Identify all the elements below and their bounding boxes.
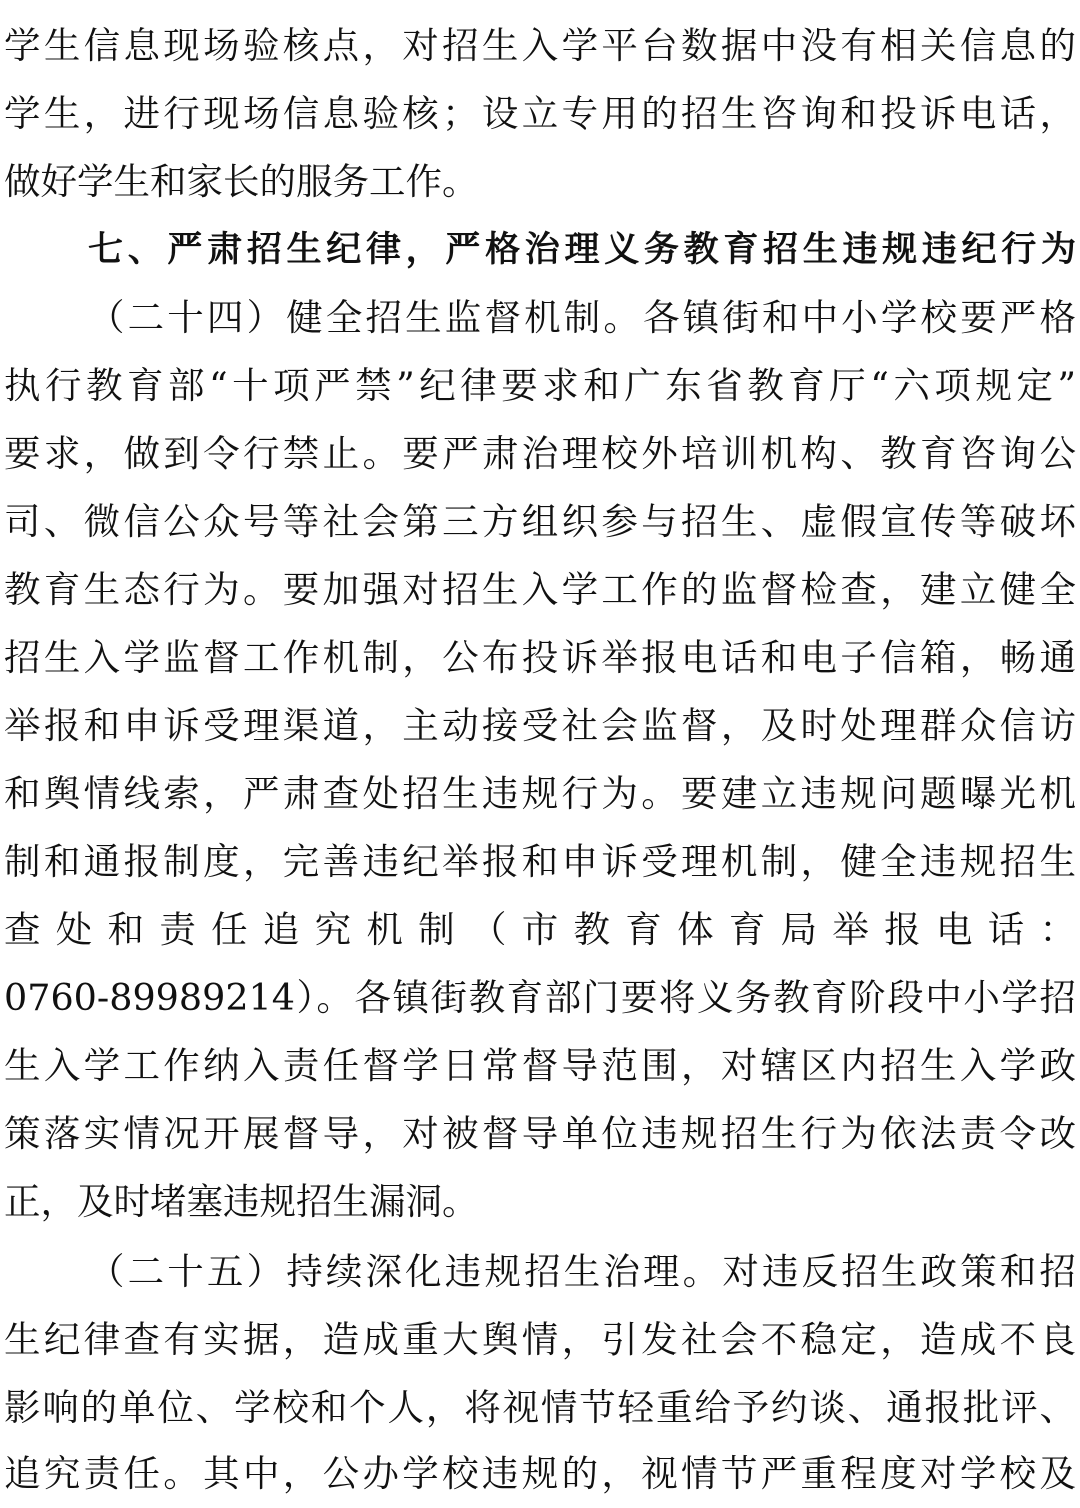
body-line: 正，及时堵塞违规招生漏洞。 [4,1180,479,1223]
body-line: 学生信息现场验核点，对招生入学平台数据中没有相关信息的 [4,24,1076,67]
body-line: 生入学工作纳入责任督学日常督导范围，对辖区内招生入学政 [4,1044,1076,1087]
body-line: 影响的单位、学校和个人，将视情节轻重给予约谈、通报批评、 [4,1386,1076,1429]
body-line: 执行教育部“十项严禁”纪律要求和广东省教育厅“六项规定” [4,364,1076,407]
body-line: 做好学生和家长的服务工作。 [4,160,479,203]
body-line: 招生入学监督工作机制，公布投诉举报电话和电子信箱，畅通 [4,636,1076,679]
body-line: 学生，进行现场信息验核；设立专用的招生咨询和投诉电话， [4,92,1076,135]
body-line: 举报和申诉受理渠道，主动接受社会监督，及时处理群众信访 [4,704,1076,747]
body-line: 生纪律查有实据，造成重大舆情，引发社会不稳定，造成不良 [4,1318,1076,1361]
body-line: 司、微信公众号等社会第三方组织参与招生、虚假宣传等破坏 [4,500,1076,543]
body-line: 和舆情线索，严肃查处招生违规行为。要建立违规问题曝光机 [4,772,1076,815]
body-line: 追究责任。其中，公办学校违规的，视情节严重程度对学校及 [4,1452,1076,1495]
body-line: 0760-89989214）。各镇街教育部门要将义务教育阶段中小学招 [4,976,1076,1019]
section-heading: 七、严肃招生纪律，严格治理义务教育招生违规违纪行为 [88,230,1076,270]
paragraph-first-line: （二十四）健全招生监督机制。各镇街和中小学校要严格 [88,296,1076,339]
paragraph-first-line: （二十五）持续深化违规招生治理。对违反招生政策和招 [88,1250,1076,1293]
body-line: 要求，做到令行禁止。要严肃治理校外培训机构、教育咨询公 [4,432,1076,475]
body-line: 查处和责任追究机制（市教育体育局举报电话： [4,908,1076,951]
body-line: 策落实情况开展督导，对被督导单位违规招生行为依法责令改 [4,1112,1076,1155]
body-line: 教育生态行为。要加强对招生入学工作的监督检查，建立健全 [4,568,1076,611]
body-line: 制和通报制度，完善违纪举报和申诉受理机制，健全违规招生 [4,840,1076,883]
